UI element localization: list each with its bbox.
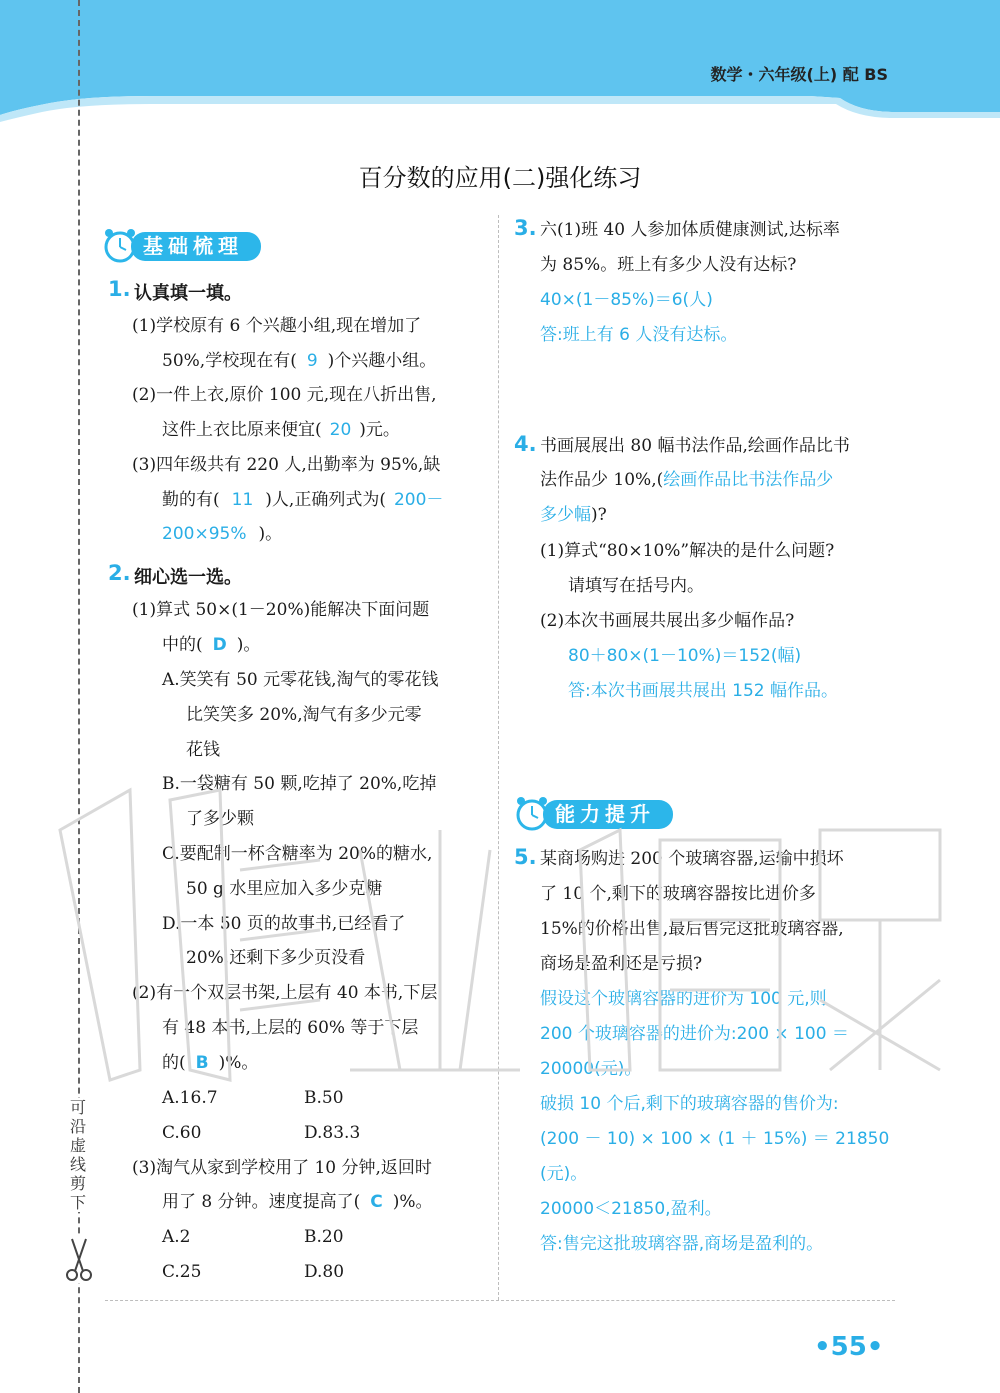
q2-part1-line1: (1)算式 50×(1－20%)能解决下面问题 xyxy=(132,600,430,620)
answer: 多少幅 xyxy=(540,505,591,525)
option: A.16.7 xyxy=(162,1088,218,1108)
option-c-line1: C.要配制一杯含糖率为 20%的糖水, xyxy=(162,844,433,864)
q1-part2-line1: (2)一件上衣,原价 100 元,现在八折出售, xyxy=(132,385,437,405)
column-divider xyxy=(498,215,499,1300)
section-title: 能力提升 xyxy=(543,800,673,829)
question-number: 2. xyxy=(108,561,131,585)
option: C.25 xyxy=(162,1262,202,1282)
scissors-icon xyxy=(64,1235,94,1283)
q1-part1-line2: 50%,学校现在有( 9 )个兴趣小组。 xyxy=(162,351,437,371)
q5-line2: 了 10 个,剩下的玻璃容器按比进价多 xyxy=(540,884,816,904)
option-a-line3: 花钱 xyxy=(186,740,220,760)
q1-part1-line1: (1)学校原有 6 个兴趣小组,现在增加了 xyxy=(132,316,422,336)
option-a-line1: A.笑笑有 50 元零花钱,淘气的零花钱 xyxy=(162,670,439,690)
cut-hint: 可 沿 虚 线 剪 下 xyxy=(66,1098,90,1212)
option: D.80 xyxy=(304,1262,345,1282)
section-banner-basic xyxy=(96,225,296,265)
q4-sub1-line1: (1)算式“80×10%”解决的是什么问题? xyxy=(540,541,835,561)
q3-answer-calc: 40×(1－85%)＝6(人) xyxy=(540,290,713,310)
q5-answer-line: (元)。 xyxy=(540,1164,588,1184)
section-banner-advanced xyxy=(508,793,708,833)
q4-answer-calc: 80＋80×(1－10%)＝152(幅) xyxy=(568,646,802,666)
option-d-line2: 20%,还剩下多少页没看 xyxy=(186,948,366,968)
answer: C xyxy=(370,1192,383,1212)
q3-line2: 为 85%。班上有多少人没有达标? xyxy=(540,255,797,275)
q3-answer: 答:班上有 6 人没有达标。 xyxy=(540,325,738,345)
option-d-line1: D.一本 50 页的故事书,已经看了 xyxy=(162,914,406,934)
question-title: 认真填一填。 xyxy=(134,283,242,304)
question-title: 细心选一选。 xyxy=(134,567,242,588)
question-number: 1. xyxy=(108,277,131,301)
option: A.2 xyxy=(162,1227,191,1247)
q2-part1-line2: 中的( D )。 xyxy=(162,635,261,655)
q5-answer-line: (200 － 10) × 100 × (1 ＋ 15%) ＝ 21850 xyxy=(540,1129,890,1149)
answer: 200－ xyxy=(393,490,444,510)
answer: 绘画作品比书法作品少 xyxy=(663,470,834,490)
q5-line1: 某商场购进 200 个玻璃容器,运输中损坏 xyxy=(540,849,844,869)
answer: 200×95% xyxy=(162,524,247,544)
q5-answer-line: 假设这个玻璃容器的进价为 100 元,则 xyxy=(540,989,827,1009)
q2-part2-line1: (2)有一个双层书架,上层有 40 本书,下层 xyxy=(132,983,438,1003)
q4-line1: 书画展展出 80 幅书法作品,绘画作品比书 xyxy=(540,436,850,456)
q5-line4: 商场是盈利还是亏损? xyxy=(540,954,703,974)
subject-label: 数学・六年级(上) 配 BS xyxy=(710,65,888,84)
question-number: 3. xyxy=(514,216,537,240)
q2-part3-line1: (3)淘气从家到学校用了 10 分钟,返回时 xyxy=(132,1158,432,1178)
question-number: 5. xyxy=(514,845,537,869)
q5-answer-line: 20000(元)。 xyxy=(540,1059,642,1079)
option: B.20 xyxy=(304,1227,344,1247)
option-b-line1: B.一袋糖有 50 颗,吃掉了 20%,吃掉 xyxy=(162,774,437,794)
q2-part2-line2: 有 48 本书,上层的 60% 等于下层 xyxy=(162,1018,419,1038)
answer: 11 xyxy=(231,490,254,510)
q4-line3: 多少幅)? xyxy=(540,505,607,525)
q5-line3: 15%的价格出售,最后售完这批玻璃容器, xyxy=(540,919,844,939)
q1-part3-line2: 勤的有( 11 )人,正确列式为( 200－ xyxy=(162,490,444,510)
q1-part3-line1: (3)四年级共有 220 人,出勤率为 95%,缺 xyxy=(132,455,441,475)
q2-part2-line3: 的( B )%。 xyxy=(162,1053,259,1073)
answer: 9 xyxy=(306,351,318,371)
page-number: •55• xyxy=(814,1332,884,1362)
page-title: 百分数的应用(二)强化练习 xyxy=(358,164,642,192)
q5-answer-line: 答:售完这批玻璃容器,商场是盈利的。 xyxy=(540,1234,824,1254)
q4-sub2-line1: (2)本次书画展共展出多少幅作品? xyxy=(540,611,795,631)
section-title: 基础梳理 xyxy=(131,232,261,261)
option: C.60 xyxy=(162,1123,202,1143)
q2-part3-line2: 用了 8 分钟。速度提高了( C )%。 xyxy=(162,1192,433,1212)
answer: D xyxy=(212,635,227,655)
option: D.83.3 xyxy=(304,1123,361,1143)
option-b-line2: 了多少颗 xyxy=(186,809,254,829)
q4-line2: 法作品少 10%,(绘画作品比书法作品少 xyxy=(540,470,834,490)
option-c-line2: 50 g 水里应加入多少克糖 xyxy=(186,879,383,899)
option: B.50 xyxy=(304,1088,344,1108)
option-a-line2: 比笑笑多 20%,淘气有多少元零 xyxy=(186,705,422,725)
bottom-divider xyxy=(105,1300,895,1301)
q4-answer: 答:本次书画展共展出 152 幅作品。 xyxy=(568,681,838,701)
answer: B xyxy=(195,1053,209,1073)
q3-line1: 六(1)班 40 人参加体质健康测试,达标率 xyxy=(540,220,840,240)
q5-answer-line: 200 个玻璃容器的进价为:200 × 100 ＝ xyxy=(540,1024,849,1044)
q4-sub1-line2: 请填写在括号内。 xyxy=(568,576,704,596)
answer: 20 xyxy=(329,420,352,440)
q1-part3-line3: 200×95% )。 xyxy=(162,524,283,544)
q5-answer-line: 破损 10 个后,剩下的玻璃容器的售价为: xyxy=(540,1094,839,1114)
q1-part2-line2: 这件上衣比原来便宜( 20 )元。 xyxy=(162,420,400,440)
question-number: 4. xyxy=(514,432,537,456)
q5-answer-line: 20000＜21850,盈利。 xyxy=(540,1199,722,1219)
